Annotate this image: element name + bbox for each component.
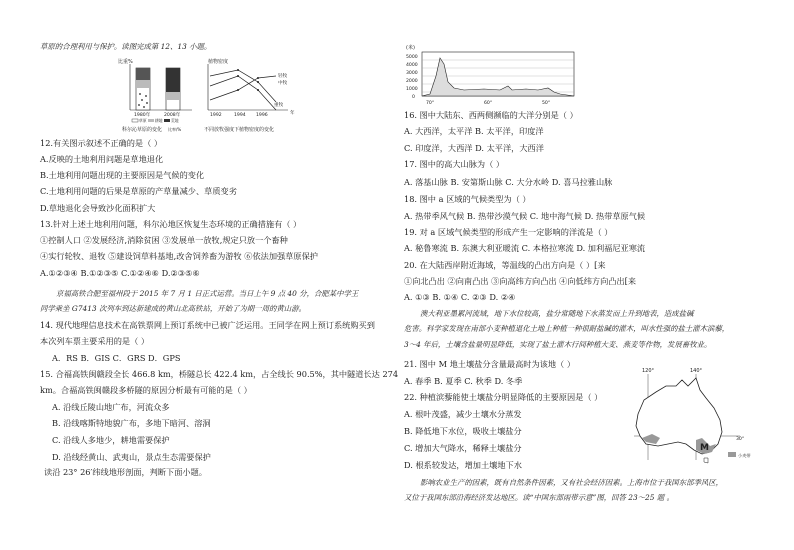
fig2-xtick-1996: 1996 [256, 113, 268, 118]
intro-text-shanghai-2: 又位于我国东部沿海经济发达地区。读“中国东部雨带示意”图，回答 23～25 题 。 [404, 493, 674, 502]
intro-text-shanghai-1: 影响农业生产的因素，既有自然条件因素，又有社会经济因素。上海市位于我国东部季风区， [420, 478, 724, 487]
profile-ytick-0: 0 [412, 95, 415, 100]
question-17: 17. 图中的高大山脉为（ ） [404, 159, 505, 169]
q22-option-c[interactable]: C. 增加大气降水，稀释土壤盐分 [404, 443, 522, 453]
bar-2008-wasteland [166, 68, 180, 92]
fig1-legend-grassland: 草原 [139, 118, 147, 123]
question-13: 13.针对上述土地利用问题，科尔沁地区恢复生态环境的正确措施有（ ） [40, 219, 302, 229]
plant-density-figure [204, 56, 304, 134]
bar-1980-wasteland [136, 68, 150, 80]
profile-xtick-70: 70° [426, 101, 435, 106]
q15-option-d[interactable]: D. 沿线经黄山、武夷山，景点生态需要保护 [52, 452, 211, 462]
line-medium-grazing [210, 76, 276, 110]
profile-xtick-60: 60° [484, 101, 493, 106]
intro-text-railway-2: 同学乘坐 G7413 次列车到达新建成的黄山北高铁站，开始了为期一周的黄山游。 [40, 304, 306, 313]
profile-xtick-50: 50° [542, 101, 551, 106]
question-14-line2: 本次列车票主要采用的是（ ） [40, 336, 150, 346]
q15-option-a[interactable]: A. 沿线丘陵山地广布，河流众多 [52, 402, 170, 412]
q19-options[interactable]: A. 秘鲁寒流 B. 东澳大利亚暖流 C. 本格拉寒流 D. 加利福尼亚寒流 [404, 243, 646, 253]
q20-statements: ①向北凸出 ②向南凸出 ③向高纬方向凸出 ④向低纬方向凸出[来 [404, 276, 637, 286]
fig1-ylabel: 比重% [118, 59, 133, 65]
fig1-year-2008: 2008年 [164, 113, 181, 118]
map-legend-wheat: 小麦带 [738, 453, 751, 458]
question-22: 22. 种植滨藜能使土壤盐分明显降低的主要原因是（ ） [404, 392, 603, 402]
question-14-line1: 14. 现代地理信息技术在高铁票网上预订系统中已被广泛运用。王同学在网上预订系统购买到 [40, 320, 375, 330]
question-16: 16. 图中大陆东、西两侧濒临的大洋分别是（ ） [404, 110, 578, 120]
fig2-xtick-1994: 1994 [234, 113, 246, 118]
q12-option-b[interactable]: B.土地利用问题出现的主要原因是气候的变化 [40, 170, 205, 180]
question-18: 18. 图中 a 区域的气候类型为（ ） [404, 194, 531, 204]
q16-options-cd[interactable]: C. 印度洋，大西洋 D. 太平洋，大西洋 [404, 143, 544, 153]
question-15-line2: km。合福高铁闽赣段多桥隧的原因分析最有可能的是（ ） [40, 385, 252, 395]
fig2-series-medium: 中牧 [278, 81, 288, 86]
intro-text-profile: 读沿 23° 26′纬线地形剖面，判断下面小题。 [44, 467, 207, 477]
australia-outline [636, 378, 722, 454]
intro-text-railway-1: 京福高铁合肥至福州段于 2015 年 7 月 1 日正式运营。当日上午 9 点 40 分，合肥某中学王 [56, 289, 359, 298]
q12-option-d[interactable]: D.草地退化会导致沙化面积扩大 [40, 203, 156, 213]
fig1-axis-label: 比率/% [168, 127, 182, 132]
profile-ytick-2000: 2000 [406, 79, 418, 84]
q13-options[interactable]: A.①②③④ B.①②③⑤ C.①②④⑥ D.②③⑤⑥ [40, 268, 200, 278]
bar-1980-farmland [136, 80, 150, 88]
q17-options[interactable]: A. 落基山脉 B. 安第斯山脉 C. 大分水岭 D. 喜马拉雅山脉 [404, 177, 613, 187]
q16-options-ab[interactable]: A. 大西洋，太平洋 B. 太平洋，印度洋 [404, 126, 544, 136]
q15-option-b[interactable]: B. 沿线喀斯特地貌广布，多地下暗河、溶洞 [52, 418, 211, 428]
terrain-profile-figure [404, 42, 580, 106]
fig1-legend-farmland: 耕地 [155, 118, 163, 123]
q21-options[interactable]: A. 春季 B. 夏季 C. 秋季 D. 冬季 [404, 376, 523, 386]
q12-option-a[interactable]: A.反映的土地利用问题是草地退化 [40, 154, 164, 164]
q18-options[interactable]: A. 热带季风气候 B. 热带沙漠气候 C. 地中海气候 D. 热带草原气候 [404, 211, 646, 221]
profile-ytick-5000: 5000 [406, 55, 418, 60]
profile-ytick-1000: 1000 [406, 87, 418, 92]
fig2-ylabel: 植物密度 [208, 59, 229, 65]
intro-text-murray-1: 澳大利亚墨累河流域，地下水位较高，盐分常随地下水蒸发而上升到地表，造成盐碱 [420, 309, 694, 318]
intro-text-wheat: 草原的合理利用与保护。读图完成第 12、13 小题。 [40, 42, 212, 51]
profile-ytick-3000: 3000 [406, 71, 418, 76]
fig1-year-1980: 1980年 [134, 113, 151, 118]
fig2-caption: 不同放牧强度下植物密度的变化 [204, 127, 275, 133]
q12-option-c[interactable]: C.土地利用问题的后果是草原的产草量减少、草质变劣 [40, 186, 237, 196]
q20-options[interactable]: A. ①③ B. ①④ C. ②③ D. ②④ [404, 292, 516, 302]
profile-ytick-4000: 4000 [406, 63, 418, 68]
australia-map-figure [630, 364, 756, 470]
q14-options[interactable]: A．RS B．GIS C．GRS D．GPS [52, 353, 181, 363]
question-19: 19. 对 a 区域气候类型的形成产生一定影响的洋流是（ ） [404, 227, 613, 237]
map-lon-140: 140° [690, 368, 703, 374]
map-lat-30: 30° [736, 437, 745, 442]
bar-2008-farmland [166, 92, 180, 100]
profile-terrain-area [422, 58, 574, 96]
q13-statements-2: ④实行轮牧、退牧 ⑤建设饲草料基地,改舍饲养畜为游牧 ⑥依法加强草原保护 [40, 251, 318, 261]
horqin-land-use-figure [118, 56, 200, 134]
map-point-m: M [700, 443, 709, 453]
q22-option-b[interactable]: B. 降低地下水位，吸收土壤盐分 [404, 426, 522, 436]
fig2-series-heavy: 重牧 [274, 103, 284, 108]
fig2-xunit: 年 [290, 111, 295, 116]
fig1-caption: 科尔沁草原的变化 [122, 127, 163, 133]
q15-option-c[interactable]: C. 沿线人多地少，耕地需要保护 [52, 435, 170, 445]
question-20: 20. 在大陆西岸附近海域，等温线的凸出方向是（ ）[来 [404, 260, 606, 270]
fig2-series-light: 轻牧 [278, 74, 288, 79]
question-15-line1: 15. 合福高铁闽赣段全长 466.8 km，桥隧总长 422.4 km，占全线长 90.5%，其中隧道长达 274 [40, 369, 399, 379]
question-12: 12.有关图示叙述不正确的是（ ） [40, 138, 163, 148]
line-light-grazing [210, 70, 276, 102]
question-21: 21. 图中 M 地土壤盐分含量最高时为该地（ ） [404, 359, 576, 369]
q22-option-d[interactable]: D. 根系较发达，增加土壤地下水 [404, 460, 522, 470]
map-lon-120: 120° [642, 368, 655, 374]
fig2-xtick-1992: 1992 [210, 113, 222, 118]
fig1-legend-wasteland: 荒地 [171, 118, 179, 123]
q22-option-a[interactable]: A. 根叶茂盛，减少土壤水分蒸发 [404, 409, 522, 419]
profile-yunit: (米) [406, 45, 415, 51]
q13-statements-1: ①控制人口 ②发展经济,消除贫困 ③发展单一放牧,规定只放一个畜种 [40, 235, 288, 245]
intro-text-murray-3: 3～4 年后，土壤含盐量明显降低，实现了盐土灌木行间种植大麦、燕麦等作物，发展畜牧业。 [404, 340, 712, 349]
intro-text-murray-2: 危害。科学家发现在南部小麦种植退化土地上种植一种很耐盐碱的灌木，叫水性强的盐土灌木滨藜， [404, 324, 730, 333]
